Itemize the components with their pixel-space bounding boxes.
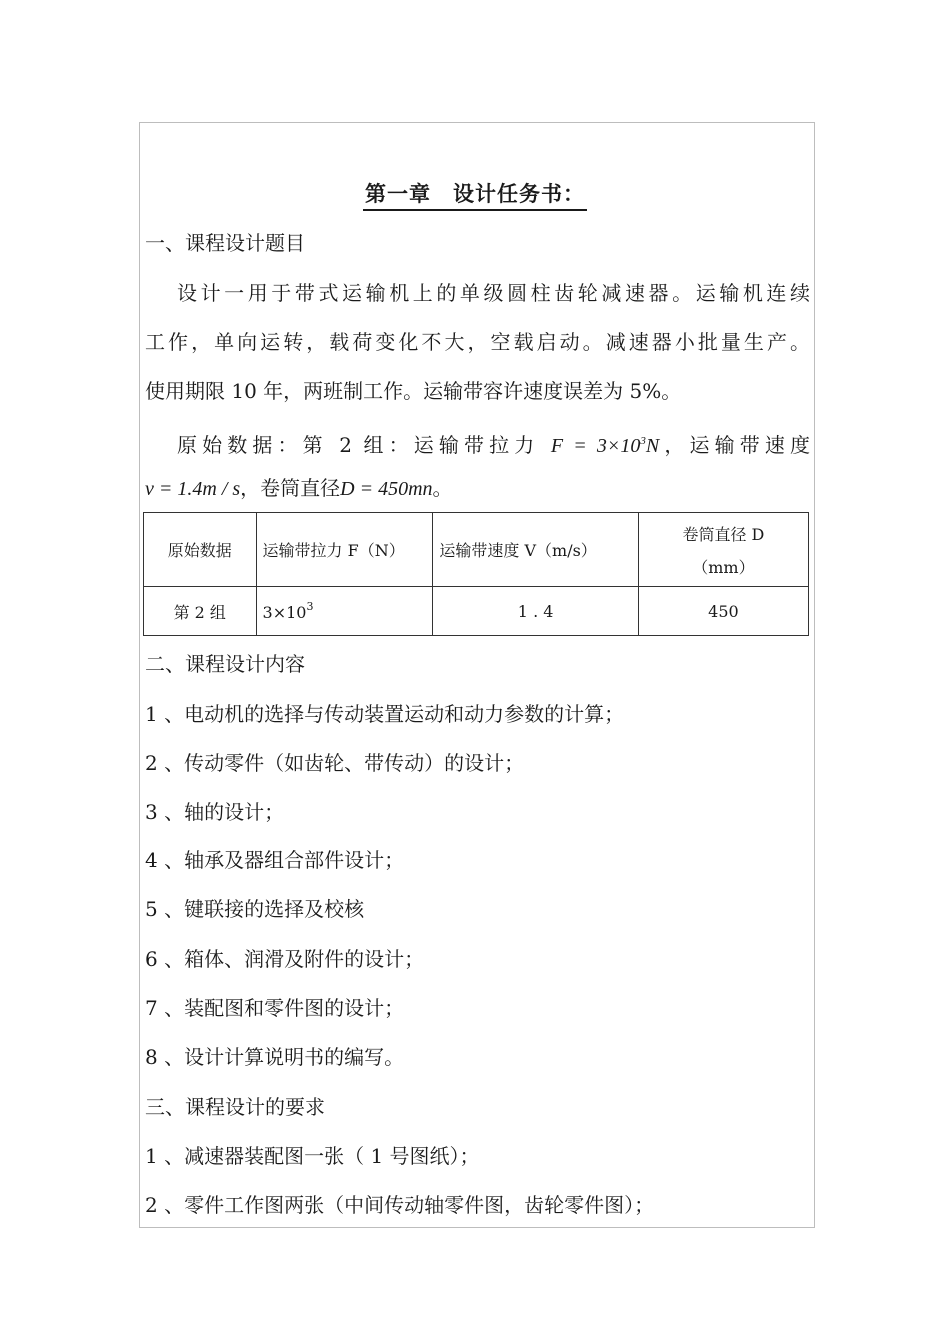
diameter-label: ，卷筒直径 xyxy=(240,476,341,500)
section2-item-3: 3 、轴的设计； xyxy=(145,800,285,824)
section2-item-2: 2 、传动零件（如齿轮、带传动）的设计； xyxy=(145,751,525,775)
chapter-number: 第一章 xyxy=(365,182,431,206)
section1-heading: 一、课程设计题目 xyxy=(145,231,305,255)
section3-item-2: 2 、零件工作图两张（中间传动轴零件图，齿轮零件图）； xyxy=(145,1193,655,1217)
chapter-name: 设计任务书： xyxy=(453,182,585,206)
section2-heading: 二、课程设计内容 xyxy=(145,652,305,676)
data-line-2 xyxy=(145,474,810,503)
cell-force: $3\times 10^3$ xyxy=(256,587,433,636)
speed-label: ，运输带速度 xyxy=(659,433,811,457)
header-belt-speed: 运输带速度 V（m/s） xyxy=(433,513,638,587)
section1-para-line-2: 工作，单向运转，载荷变化不大，空载启动。减速器小批量生产。 xyxy=(145,330,810,354)
section1-para-line-1: 设计一用于带式运输机上的单级圆柱齿轮减速器。运输机连续 xyxy=(177,281,810,305)
data-intro: 原始数据：第 2 组：运输带拉力 xyxy=(177,433,540,457)
section2-item-7: 7 、装配图和零件图的设计； xyxy=(145,996,405,1020)
cell-speed: 1 . 4 xyxy=(433,587,638,636)
raw-data-table xyxy=(143,512,809,636)
section2-item-4: 4 、轴承及器组合部件设计； xyxy=(145,848,405,872)
sentence-end: 。 xyxy=(432,476,453,500)
chapter-title xyxy=(0,178,950,208)
table-row xyxy=(144,587,809,636)
header-raw-data: 原始数据 xyxy=(144,513,257,587)
data-intro-line xyxy=(177,427,810,460)
cell-diameter: 450 xyxy=(638,587,808,636)
section3-heading: 三、课程设计的要求 xyxy=(145,1095,325,1119)
section2-item-1: 1 、电动机的选择与传动装置运动和动力参数的计算； xyxy=(145,702,625,726)
force-equation: $F = 3\times 10^3N$ xyxy=(550,435,660,457)
diameter-equation: D = 450mn xyxy=(340,478,433,500)
section3-item-1: 1 、减速器装配图一张（ 1 号图纸）； xyxy=(145,1144,480,1168)
cell-group: 第 2 组 xyxy=(144,587,257,636)
table-header-row xyxy=(144,513,809,587)
section2-item-8: 8 、设计计算说明书的编写。 xyxy=(145,1045,405,1069)
section2-item-5: 5 、键联接的选择及校核 xyxy=(145,897,365,921)
speed-equation: v = 1.4m / s xyxy=(145,478,241,500)
section2-item-6: 6 、箱体、润滑及附件的设计； xyxy=(145,947,425,971)
section1-para-line-3: 使用期限 10 年，两班制工作。运输带容许速度误差为 5%。 xyxy=(145,379,682,403)
header-drum-diameter: 卷筒直径 D （mm） xyxy=(638,513,808,587)
header-belt-force: 运输带拉力 F（N） xyxy=(256,513,433,587)
